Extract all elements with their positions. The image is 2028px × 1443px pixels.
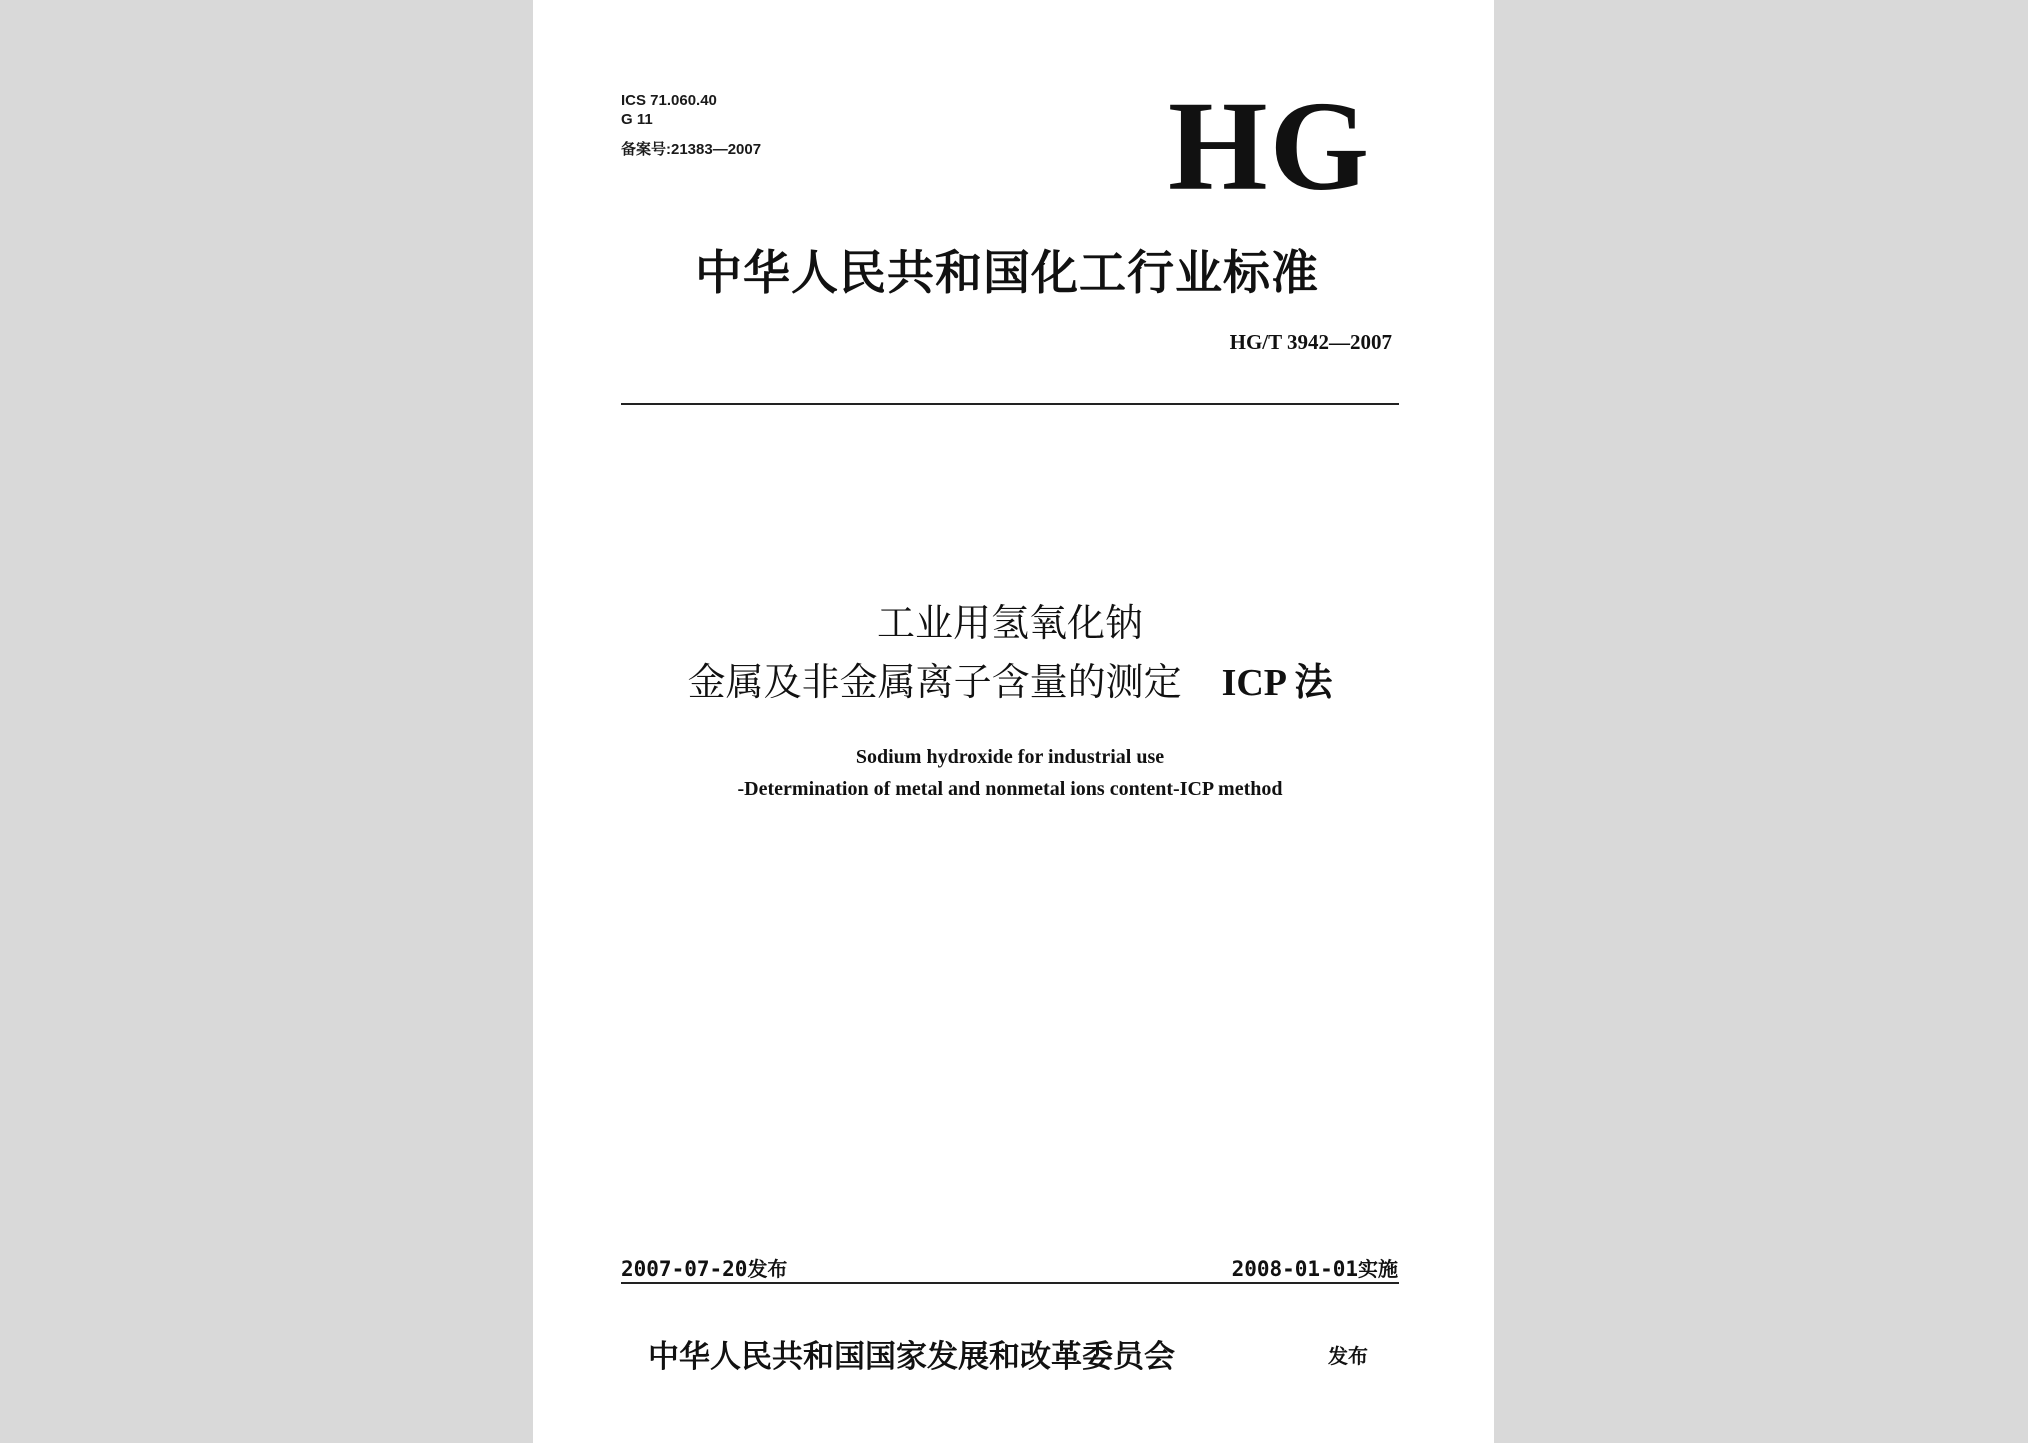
standard-category: 中华人民共和国化工行业标准 [695, 246, 1319, 301]
implement-date-label: 实施 [1358, 1257, 1398, 1281]
hg-logo: HG [1168, 75, 1372, 217]
top-divider [621, 403, 1399, 405]
title-cn-line1: 工业用氢氧化钠 [876, 601, 1143, 645]
bottom-divider [621, 1282, 1399, 1284]
implement-date-value: 2008-01-01 [1231, 1257, 1358, 1281]
standard-number: HG/T 3942—2007 [1229, 330, 1392, 354]
document-page [533, 0, 1494, 1443]
classification-code: G 11 [621, 111, 653, 128]
issue-date-label: 发布 [747, 1257, 788, 1281]
issue-date [621, 1253, 787, 1282]
publisher-name: 中华人民共和国国家发展和改革委员会 [648, 1339, 1175, 1375]
record-number: 备案号:21383—2007 [621, 141, 762, 158]
title-cn-line2 [621, 651, 1399, 706]
ics-code: ICS 71.060.40 [621, 92, 717, 109]
issue-date-value: 2007-07-20 [621, 1257, 748, 1281]
publisher-label: 发布 [1328, 1344, 1368, 1368]
implement-date [1093, 1253, 1398, 1282]
title-en-line1: Sodium hydroxide for industrial use [855, 746, 1165, 768]
title-en-line2: -Determination of metal and nonmetal ions content-ICP method [737, 778, 1283, 800]
title-cn-line2-text: 金属及非金属离子含量的测定 [687, 660, 1182, 704]
title-cn-method: ICP 法 [1221, 662, 1333, 704]
